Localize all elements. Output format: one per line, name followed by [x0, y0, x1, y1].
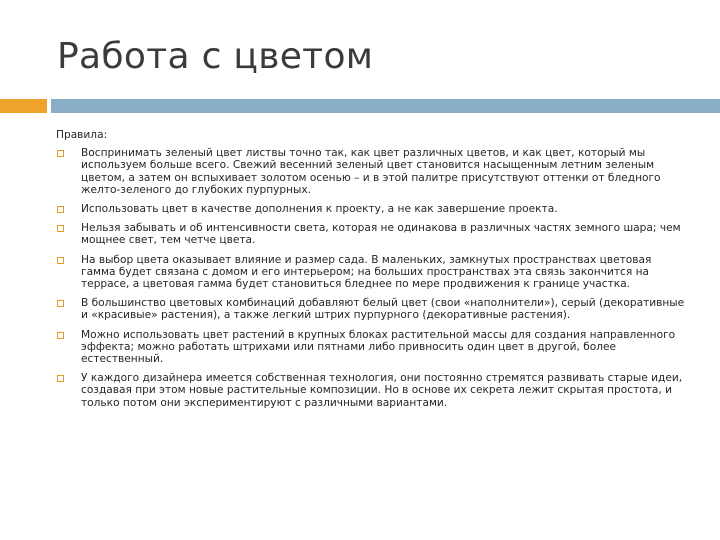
- list-item-text: Можно использовать цвет растений в крупных блоках растительной массы для создания направленного эффекта; можно работать штрихами или пятнами либо привносить один цвет в другой, более естественный.: [81, 328, 676, 366]
- square-outline-icon: [57, 257, 64, 264]
- list-item-text: В большинство цветовых комбинаций добавляют белый цвет (свои «наполнители»), серый (декоративные и «красивые» растения), а также легкий штрих пурпурного (декоративные растения).: [81, 297, 685, 322]
- list-item: [56, 372, 688, 409]
- list-item: [56, 329, 688, 366]
- list-item-text: Использовать цвет в качестве дополнения к проекту, а не как завершение проекта.: [81, 203, 558, 216]
- rules-lead: Правила:: [56, 129, 108, 141]
- list-item: [56, 222, 688, 246]
- square-outline-icon: [57, 300, 64, 307]
- slide-title: Работа с цветом: [57, 36, 374, 77]
- square-outline-icon: [57, 150, 64, 157]
- square-outline-icon: [57, 375, 64, 382]
- list-item-text: На выбор цвета оказывает влияние и размер сада. В маленьких, замкнутых пространствах цветовая гамма будет связана с домом и его интерьером; на больших пространствах эта связь закончится на террасе, а цветовая гамма будет становиться бледнее по мере продвижения к границе участка.: [81, 253, 652, 291]
- list-item: [56, 147, 688, 196]
- square-outline-icon: [57, 225, 64, 232]
- title-divider-bar: [51, 99, 720, 113]
- slide-body: [56, 129, 688, 416]
- list-item: [56, 203, 688, 215]
- list-item-text: Нельзя забывать и об интенсивности света, которая не одинакова в различных частях земного шара; чем мощнее свет, тем четче цвета.: [81, 222, 681, 247]
- rules-list: [56, 147, 688, 409]
- square-outline-icon: [57, 206, 64, 213]
- list-item-text: У каждого дизайнера имеется собственная технология, они постоянно стремятся развивать старые идеи, создавая при этом новые растительные композиции. Но в основе их секрета лежит скрытая простота, и только потом они экспериментируют с различными вариантами.: [81, 372, 683, 409]
- list-item: [56, 254, 688, 291]
- list-item-text: Воспринимать зеленый цвет листвы точно так, как цвет различных цветов, и как цвет, который мы используем больше всего. Свежий весенний зеленый цвет становится насыщенным летним зеленым цветом, а затем он вспыхивает золотом осенью – и в этой палитре присутствуют оттенки от бледного желто-зеленого до глубоких пурпурных.: [81, 147, 661, 196]
- list-item: [56, 297, 688, 321]
- square-outline-icon: [57, 332, 64, 339]
- title-accent-bar: [0, 99, 47, 113]
